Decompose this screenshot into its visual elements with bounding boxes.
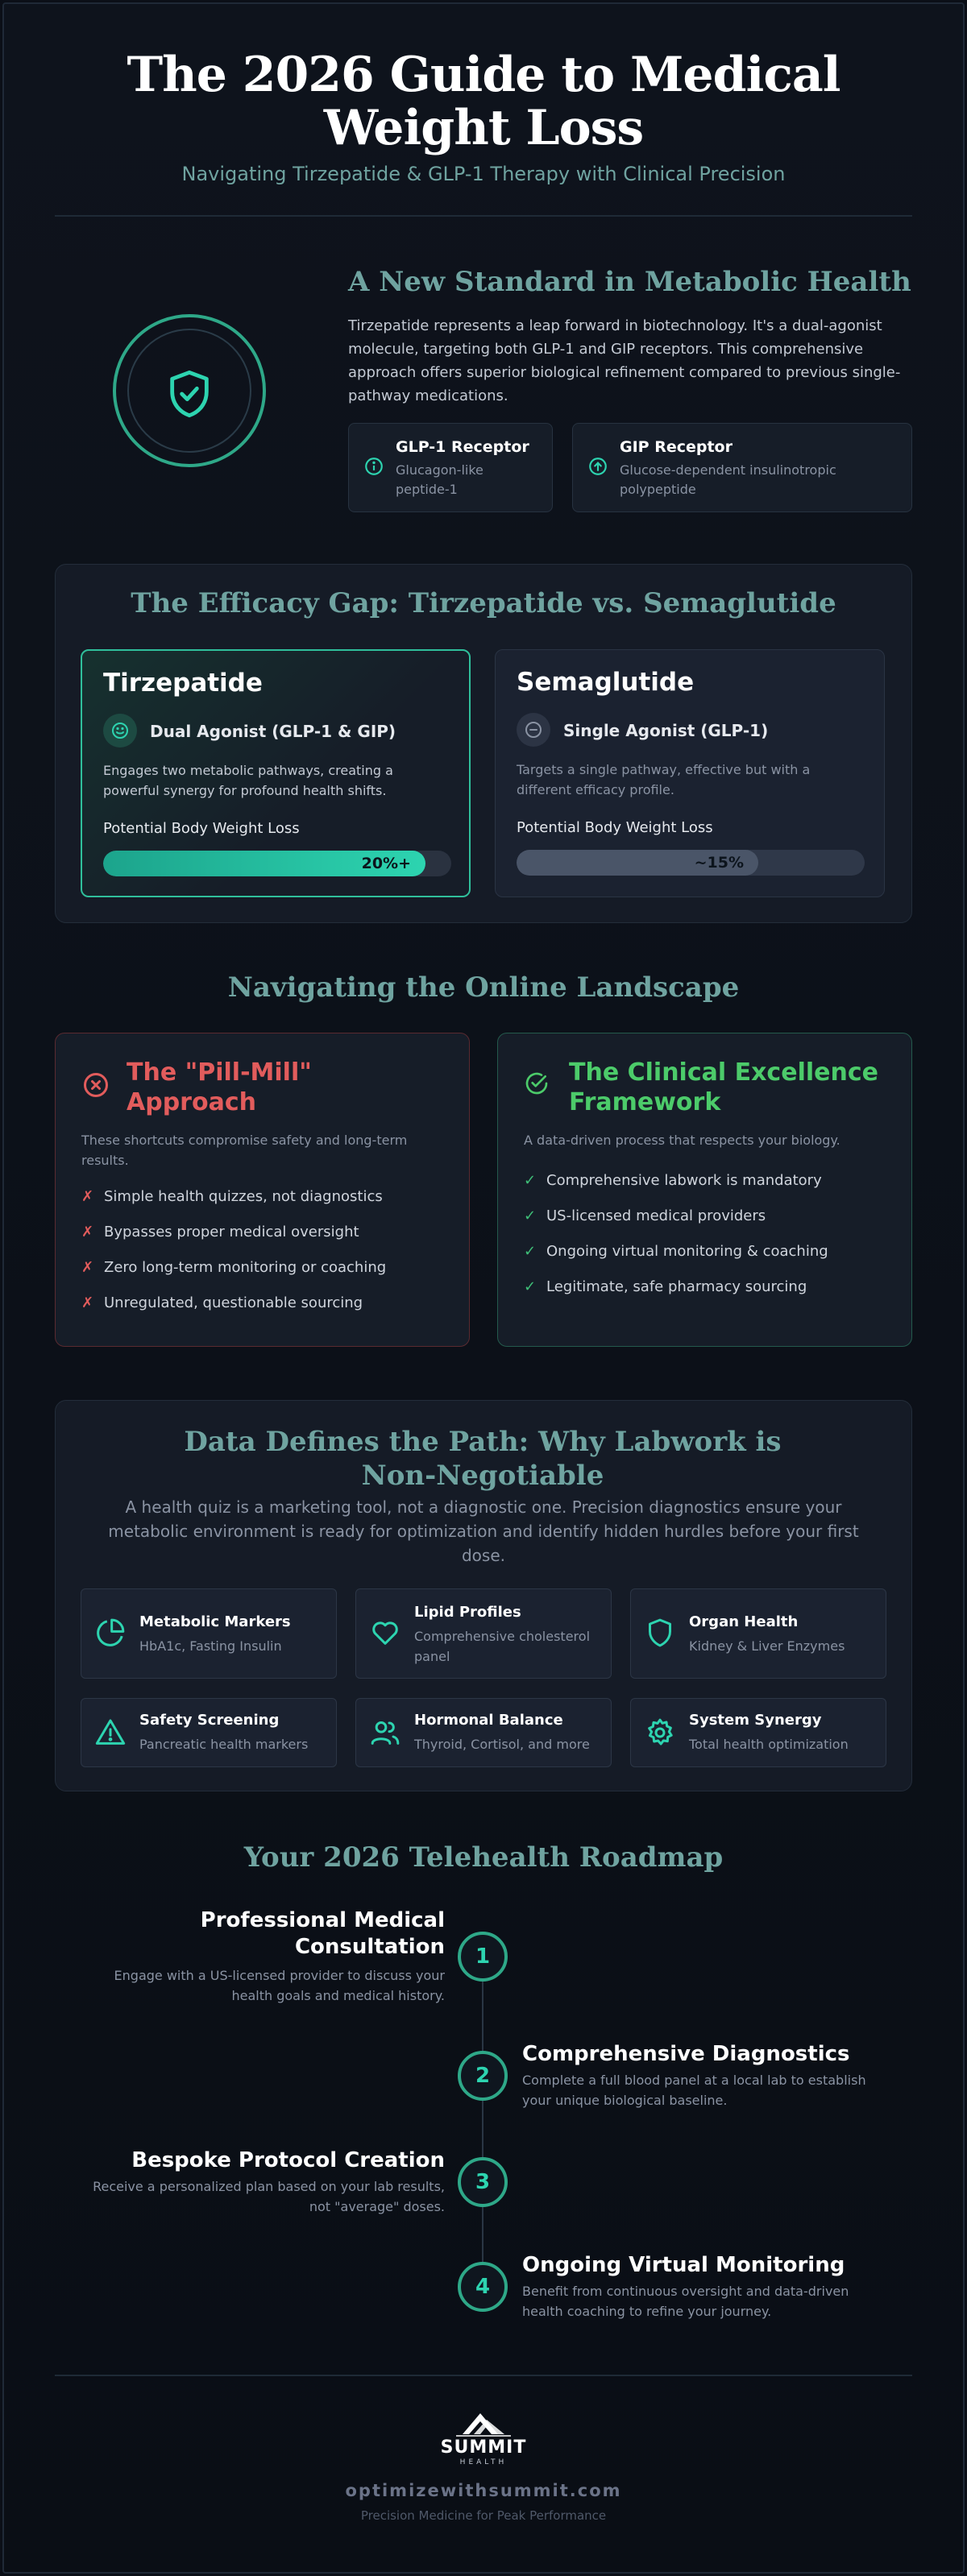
step-title: Ongoing Virtual Monitoring [522,2253,845,2277]
lab-card-lipid [355,1588,612,1679]
drug-name: Semaglutide [517,668,695,697]
info-icon [363,456,384,480]
divider [55,2375,912,2376]
pill-mill-list [81,1188,386,1330]
check-icon: ✓ [524,1278,537,1295]
intro-body: Tirzepatide represents a leap forward in biotechnology. It's a dual-agonist molecule, targeting both GLP-1 and GIP receptors. This comprehensive approach offers superior biological refinement compared to previous single-pathway medications. [348,317,901,404]
lab-card-safety [81,1698,337,1767]
list-item: ✓ Ongoing virtual monitoring & coaching [524,1243,828,1260]
weight-loss-bar-fill [517,850,758,876]
lab-card-hormonal [355,1698,612,1767]
step-number: 3 [458,2157,508,2207]
lab-desc: Kidney & Liver Enzymes [689,1638,845,1654]
pie-chart-icon [94,1617,127,1652]
weight-loss-bar [517,850,865,876]
drug-mechanism: Dual Agonist (GLP-1 & GIP) [150,722,396,741]
receptor-card-gip [572,423,912,512]
weight-loss-value: 20%+ [361,855,411,872]
logo-brand: SUMMIT [440,2437,527,2458]
users-icon [369,1717,401,1752]
roadmap-line [482,1956,484,2291]
pill-mill-title: The "Pill-Mill" Approach [127,1058,312,1116]
smile-icon [103,714,137,748]
clinical-excellence-sub: A data-driven process that respects your biology. [524,1133,840,1148]
landscape-heading: Navigating the Online Landscape [227,971,740,1004]
lab-desc: Thyroid, Cortisol, and more [414,1737,590,1752]
roadmap-heading: Your 2026 Telehealth Roadmap [243,1841,724,1874]
check-circle-icon [524,1071,550,1100]
pill-mill-sub: These shortcuts compromise safety and long-term results. [81,1133,408,1168]
page-title: The 2026 Guide to Medical Weight Loss [127,47,840,156]
cross-icon: ✗ [81,1188,94,1205]
lab-title: Organ Health [689,1613,799,1630]
gear-icon [644,1717,676,1752]
pill-mill-card [55,1033,470,1347]
lab-title: Lipid Profiles [414,1604,521,1621]
shield-badge [113,314,266,467]
divider [55,215,912,217]
receptor-card-glp1 [348,423,553,512]
drug-card-tirzepatide [81,649,471,897]
warning-icon [94,1717,127,1752]
website-link[interactable]: optimizewithsummit.com [345,2481,622,2500]
lab-card-metabolic [81,1588,337,1679]
step-desc: Benefit from continuous oversight and data-driven health coaching to refine your journey. [522,2284,849,2319]
shield-check-icon [164,365,215,423]
list-item: ✓ Legitimate, safe pharmacy sourcing [524,1278,807,1295]
drug-card-semaglutide [495,649,885,897]
cross-icon: ✗ [81,1224,94,1240]
weight-loss-label: Potential Body Weight Loss [103,820,300,837]
heart-icon [369,1617,401,1652]
arrow-up-circle-icon [587,456,608,480]
list-item: ✗ Bypasses proper medical oversight [81,1224,359,1240]
receptor-desc: Glucose-dependent insulinotropic polypeptide [620,462,836,497]
labwork-sub: A health quiz is a marketing tool, not a diagnostic one. Precision diagnostics ensure your metabolic environment is ready for optimization and identify hidden hurdles before your first dose. [108,1497,859,1565]
clinical-excellence-list [524,1172,828,1314]
list-item: ✓ Comprehensive labwork is mandatory [524,1172,822,1189]
step-number: 1 [458,1932,508,1982]
logo-sub: HEALTH [459,2458,508,2466]
lab-title: Safety Screening [139,1712,280,1729]
check-icon: ✓ [524,1243,537,1260]
lab-desc: Pancreatic health markers [139,1737,309,1752]
receptor-desc: Glucagon-like peptide-1 [396,462,484,497]
list-item: ✗ Zero long-term monitoring or coaching [81,1259,387,1276]
lab-card-organ [630,1588,886,1679]
list-item: ✗ Unregulated, questionable sourcing [81,1294,363,1311]
weight-loss-bar-fill [103,851,425,876]
efficacy-heading: The Efficacy Gap: Tirzepatide vs. Semaglutide [131,587,836,619]
summit-logo [435,2408,532,2468]
receptor-title: GIP Receptor [620,438,733,456]
step-title: Bespoke Protocol Creation [131,2148,445,2172]
step-desc: Receive a personalized plan based on your lab results, not "average" doses. [93,2179,445,2214]
step-number: 4 [458,2262,508,2312]
lab-title: Metabolic Markers [139,1613,291,1630]
clinical-excellence-card [497,1033,912,1347]
lab-desc: HbA1c, Fasting Insulin [139,1638,282,1654]
drug-desc: Targets a single pathway, effective but with a different efficacy profile. [517,762,811,797]
x-circle-icon [81,1071,110,1103]
step-desc: Engage with a US-licensed provider to discuss your health goals and medical history. [114,1968,445,2003]
labwork-heading: Data Defines the Path: Why Labwork is Non-Negotiable [184,1426,782,1492]
step-title: Professional Medical Consultation [200,1908,445,1959]
check-icon: ✓ [524,1172,537,1189]
drug-desc: Engages two metabolic pathways, creating a powerful synergy for profound health shifts. [103,763,393,798]
drug-mechanism: Single Agonist (GLP-1) [563,721,769,740]
check-icon: ✓ [524,1207,537,1224]
list-item: ✗ Simple health quizzes, not diagnostics [81,1188,383,1205]
lab-card-system [630,1698,886,1767]
weight-loss-bar [103,851,451,876]
minus-circle-icon [517,713,550,747]
step-desc: Complete a full blood panel at a local lab to establish your unique biological baseline. [522,2073,866,2108]
intro-heading: A New Standard in Metabolic Health [348,266,911,298]
weight-loss-value: ~15% [694,854,744,872]
lab-desc: Comprehensive cholesterol panel [414,1629,591,1664]
lab-desc: Total health optimization [689,1737,849,1752]
lab-title: System Synergy [689,1712,822,1729]
tagline: Precision Medicine for Peak Performance [360,2508,607,2523]
cross-icon: ✗ [81,1294,94,1311]
shield-icon [644,1617,676,1652]
receptor-title: GLP-1 Receptor [396,438,529,456]
list-item: ✓ US-licensed medical providers [524,1207,766,1224]
page-subtitle: Navigating Tirzepatide & GLP-1 Therapy with Clinical Precision [181,163,786,185]
step-number: 2 [458,2051,508,2101]
lab-title: Hormonal Balance [414,1712,563,1729]
drug-name: Tirzepatide [103,669,263,698]
step-title: Comprehensive Diagnostics [522,2042,850,2066]
cross-icon: ✗ [81,1259,94,1276]
weight-loss-label: Potential Body Weight Loss [517,819,713,836]
clinical-excellence-title: The Clinical Excellence Framework [569,1058,878,1116]
